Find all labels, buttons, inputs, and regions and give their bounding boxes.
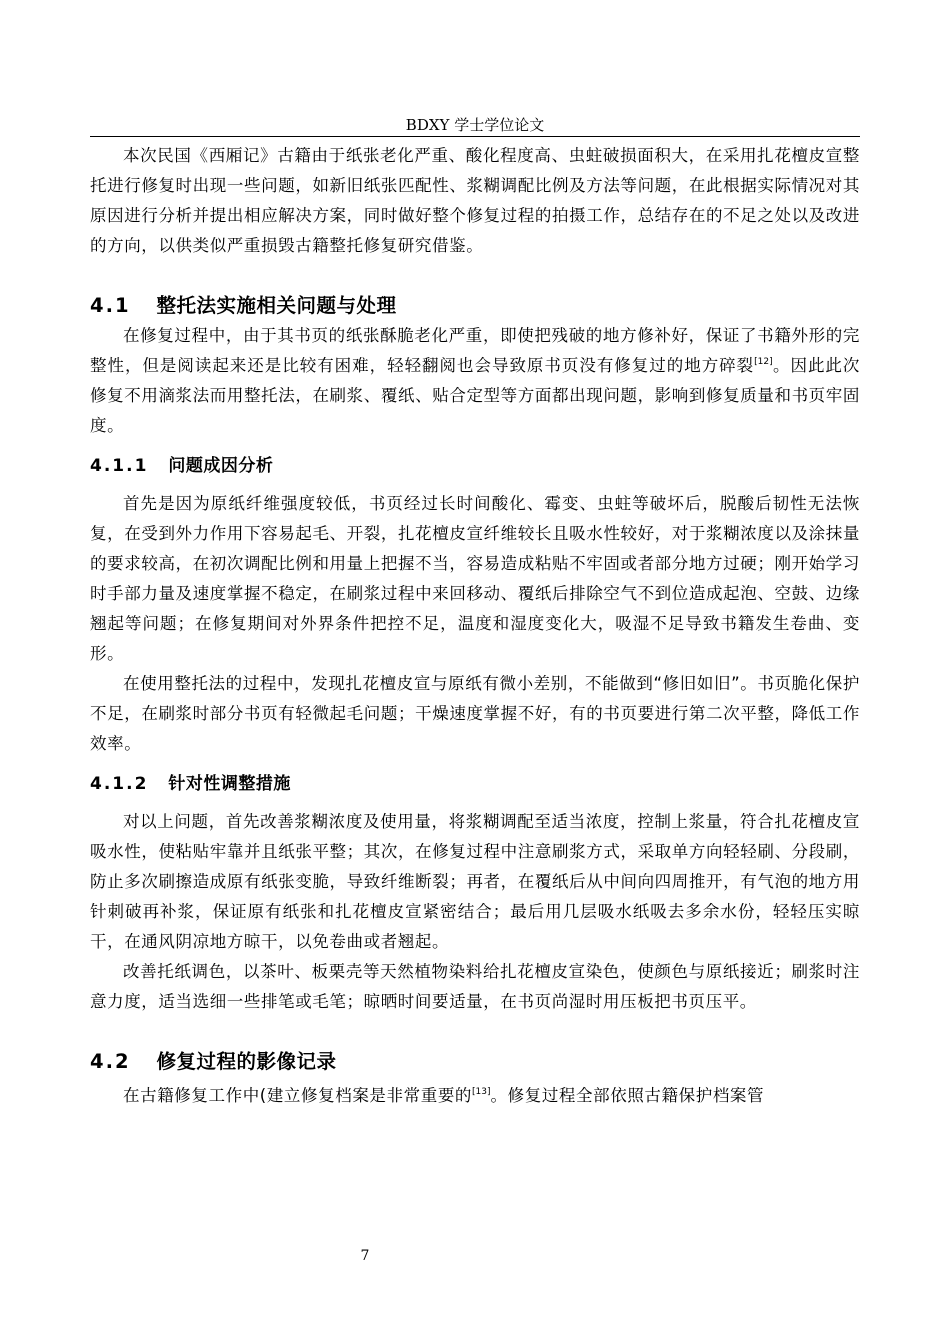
running-header: BDXY 学士学位论文 (405, 116, 545, 134)
paragraph-text: 。因此此次修复不用滴浆法而用整托法，在刷浆、覆纸、贴合定型等方面都出现问题，影响到修复质量和书页牢固度。 (90, 356, 860, 435)
section-4-2-paragraph (90, 1081, 860, 1111)
section-4-1-2-paragraph-1: 对以上问题，首先改善浆糊浓度及使用量，将浆糊调配至适当浓度，控制上浆量，符合扎花檀皮宣吸水性，使粘贴牢靠并且纸张平整；其次，在修复过程中注意刷浆方式，采取单方向轻轻刷、分段刷，防止多次刷擦造成原有纸张变脆，导致纤维断裂；再者，在覆纸后从中间向四周推开，有气泡的地方用针刺破再补浆，保证原有纸张和扎花檀皮宣紧密结合；最后用几层吸水纸吸去多余水份，轻轻压实晾干，在通风阴凉地方晾干，以免卷曲或者翘起。 (90, 812, 860, 951)
section-title: 针对性调整措施 (168, 774, 291, 794)
section-heading-4-1-2 (90, 769, 860, 799)
section-4-1-1-paragraph-2: 在使用整托法的过程中，发现扎花檀皮宣与原纸有微小差别，不能做到“修旧如旧”。书页脆化保护不足，在刷浆时部分书页有轻微起毛问题；干燥速度掌握不好，有的书页要进行第二次平整，降低工作效率。 (90, 674, 860, 753)
section-number: 4.1.2 (90, 774, 149, 794)
spacer (90, 799, 860, 807)
citation-ref: [12] (754, 357, 773, 367)
section-4-1-paragraph (90, 321, 860, 441)
paragraph-text: 在古籍修复工作中(建立修复档案是非常重要的 (123, 1086, 473, 1105)
intro-paragraph: 本次民国《西厢记》古籍由于纸张老化严重、酸化程度高、虫蛀破损面积大，在采用扎花檀皮宣整托进行修复时出现一些问题，如新旧纸张匹配性、浆糊调配比例及方法等问题，在此根据实际情况对其原因进行分析并提出相应解决方案，同时做好整个修复过程的拍摄工作，总结存在的不足之处以及改进的方向，以供类似严重损毁古籍整托修复研究借鉴。 (90, 146, 860, 255)
section-4-1-2-paragraph-2: 改善托纸调色，以茶叶、板栗壳等天然植物染料给扎花檀皮宣染色，使颜色与原纸接近；刷浆时注意力度，适当选细一些排笔或毛笔；晾晒时间要适量，在书页尚湿时用压板把书页压平。 (90, 962, 860, 1011)
header-rule (90, 136, 860, 137)
section-heading-4-1-1 (90, 451, 860, 481)
spacer (90, 1017, 860, 1047)
section-title: 问题成因分析 (168, 456, 274, 476)
spacer (90, 759, 860, 769)
citation-ref: [13] (472, 1087, 491, 1097)
spacer (90, 261, 860, 291)
section-title: 整托法实施相关问题与处理 (156, 294, 397, 317)
section-number: 4.1 (90, 294, 131, 317)
page-number: 7 (360, 1248, 370, 1264)
section-title: 修复过程的影像记录 (156, 1050, 337, 1073)
spacer (90, 441, 860, 451)
paragraph-text: 在修复过程中，由于其书页的纸张酥脆老化严重，即使把残破的地方修补好，保证了书籍外形的完整性，但是阅读起来还是比较有困难，轻轻翻阅也会导致原书页没有修复过的地方碎裂 (90, 326, 860, 375)
section-4-1-1-paragraph-1: 首先是因为原纸纤维强度较低，书页经过长时间酸化、霉变、虫蛀等破坏后，脱酸后韧性无法恢复，在受到外力作用下容易起毛、开裂，扎花檀皮宣纤维较长且吸水性较好，对于浆糊浓度以及涂抹量的要求较高，在初次调配比例和用量上把握不当，容易造成粘贴不牢固或者部分地方过硬；刚开始学习时手部力量及速度掌握不稳定，在刷浆过程中来回移动、覆纸后排除空气不到位造成起泡、空鼓、边缘翘起等问题；在修复期间对外界条件把控不足，温度和湿度变化大，吸湿不足导致书籍发生卷曲、变形。 (90, 494, 860, 663)
spacer (90, 481, 860, 489)
page-body (90, 141, 860, 1111)
section-number: 4.1.1 (90, 456, 149, 476)
paragraph-text: 。修复过程全部依照古籍保护档案管 (490, 1086, 765, 1105)
section-heading-4-2 (90, 1047, 860, 1077)
section-number: 4.2 (90, 1050, 131, 1073)
section-heading-4-1 (90, 291, 860, 321)
